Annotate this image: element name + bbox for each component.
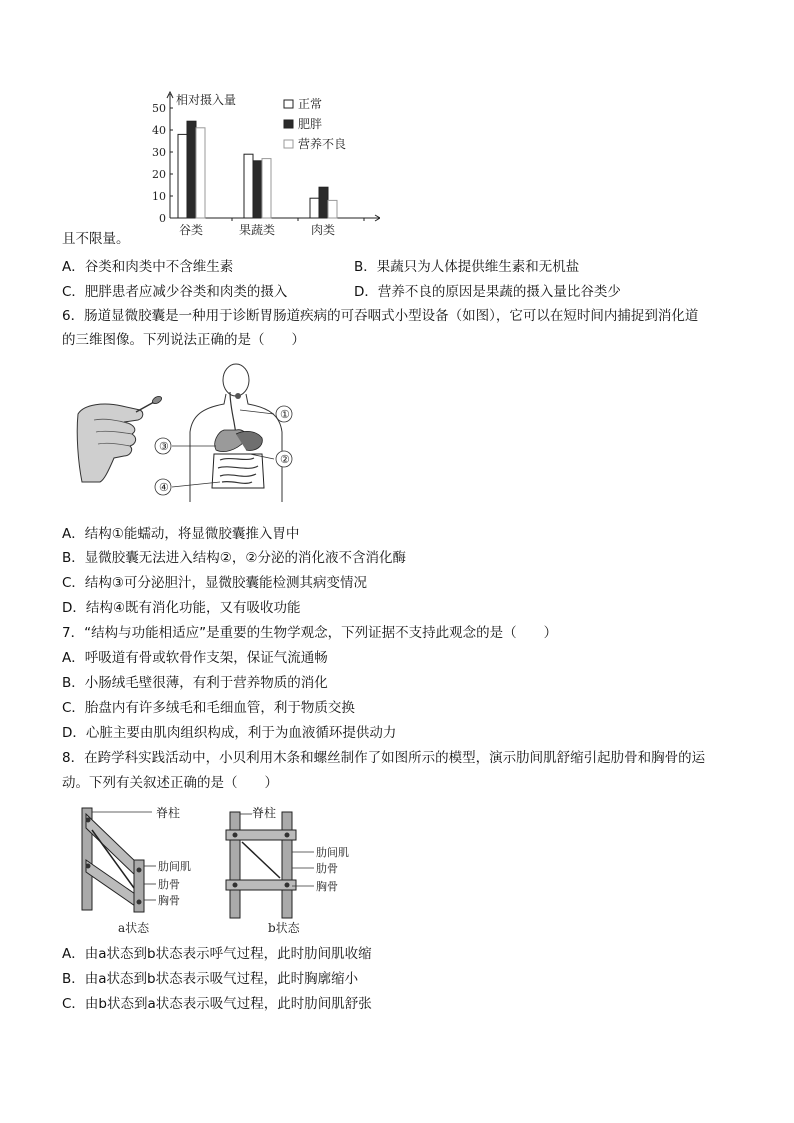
b-muscle-label: 肋间肌 xyxy=(316,846,349,859)
a-sternum-label: 胸骨 xyxy=(158,894,180,907)
bar xyxy=(196,128,205,218)
q8-option-c: C．由b状态到a状态表示吸气过程，此时肋间肌舒张 xyxy=(62,996,372,1012)
rib-model-figure xyxy=(72,800,382,940)
y-tick-label: 0 xyxy=(159,212,166,225)
y-tick-label: 20 xyxy=(152,168,166,181)
y-tick-label: 50 xyxy=(152,102,166,115)
q6-option-b: B．显微胶囊无法进入结构②，②分泌的消化液不含消化酶 xyxy=(62,550,406,566)
q6-stem-line2: 的三维图像。下列说法正确的是（ ） xyxy=(62,332,305,348)
q6-option-c: C．结构③可分泌胆汁，显微胶囊能检测其病变情况 xyxy=(62,575,368,591)
b-caption: b状态 xyxy=(268,921,300,935)
legend-label: 肥胖 xyxy=(298,117,323,131)
a-muscle-label: 肋间肌 xyxy=(158,860,191,873)
a-caption: a状态 xyxy=(118,921,150,935)
x-category-label: 肉类 xyxy=(310,223,336,237)
q8-option-a: A．由a状态到b状态表示呼气过程，此时肋间肌收缩 xyxy=(62,946,372,962)
structure-label-2 xyxy=(276,451,292,467)
svg-text:④: ④ xyxy=(159,481,169,494)
q5-option-a: A．谷类和肉类中不含维生素 xyxy=(62,259,234,275)
q6-option-a: A．结构①能蠕动，将显微胶囊推入胃中 xyxy=(62,526,300,542)
q7-option-d: D．心脏主要由肌肉组织构成，利于为血液循环提供动力 xyxy=(62,725,397,741)
bar xyxy=(178,134,187,218)
q7-option-b: B．小肠绒毛壁很薄，有利于营养物质的消化 xyxy=(62,675,328,691)
hand-with-capsule-image xyxy=(77,395,163,482)
bar xyxy=(319,187,328,218)
structure-label-3 xyxy=(155,438,171,454)
q8-stem-line1: 8．在跨学科实践活动中，小贝利用木条和螺丝制作了如图所示的模型，演示肋间肌舒缩引起肋骨和胸骨的运 xyxy=(62,750,706,766)
svg-text:①: ① xyxy=(280,408,290,421)
q5-option-c: C．肥胖患者应减少谷类和肉类的摄入 xyxy=(62,284,288,300)
b-rib-label: 肋骨 xyxy=(316,862,338,875)
svg-text:③: ③ xyxy=(159,440,169,453)
digestive-system-diagram xyxy=(172,364,282,502)
structure-label-4 xyxy=(155,479,171,495)
intake-bar-chart xyxy=(140,88,380,240)
q5-option-b: B．果蔬只为人体提供维生素和无机盐 xyxy=(354,259,580,275)
bar xyxy=(310,198,319,218)
y-axis-title: 相对摄入量 xyxy=(176,93,237,107)
q6-stem-line1: 6．肠道显微胶囊是一种用于诊断胃肠道疾病的可吞咽式小型设备（如图），它可以在短时间内捕捉到消化道 xyxy=(62,308,699,324)
model-state-a xyxy=(82,805,191,935)
b-sternum-label: 胸骨 xyxy=(316,880,338,893)
legend-swatch xyxy=(284,120,293,128)
q8-stem-line2: 动。下列有关叙述正确的是（ ） xyxy=(62,775,278,791)
bar xyxy=(187,121,196,218)
q5-option-d: D．营养不良的原因是果蔬的摄入量比谷类少 xyxy=(354,284,621,300)
y-tick-label: 30 xyxy=(152,146,166,159)
structure-label-1 xyxy=(276,406,292,422)
capsule-digestive-figure xyxy=(74,362,314,512)
svg-text:②: ② xyxy=(280,453,290,466)
model-state-b xyxy=(226,805,349,935)
a-spine-label: 脊柱 xyxy=(156,806,181,820)
b-spine-label: 脊柱 xyxy=(252,806,277,820)
q8-option-b: B．由a状态到b状态表示吸气过程，此时胸廓缩小 xyxy=(62,971,359,987)
y-tick-label: 10 xyxy=(152,190,166,203)
bar xyxy=(253,161,262,218)
legend-label: 正常 xyxy=(298,97,323,111)
legend-swatch xyxy=(284,140,293,148)
a-rib-label: 肋骨 xyxy=(158,878,180,891)
bar xyxy=(244,154,253,218)
legend-label: 营养不良 xyxy=(298,137,347,151)
q7-option-a: A．呼吸道有骨或软骨作支架，保证气流通畅 xyxy=(62,650,328,666)
x-category-label: 谷类 xyxy=(178,223,204,237)
x-category-label: 果蔬类 xyxy=(238,223,276,237)
y-tick-label: 40 xyxy=(152,124,166,137)
q5-stem-tail: 且不限量。 xyxy=(62,231,130,247)
legend-swatch xyxy=(284,100,293,108)
bar xyxy=(328,200,337,218)
q7-option-c: C．胎盘内有许多绒毛和毛细血管，利于物质交换 xyxy=(62,700,355,716)
q6-option-d: D．结构④既有消化功能，又有吸收功能 xyxy=(62,600,301,616)
bar xyxy=(262,159,271,218)
q7-stem: 7．“结构与功能相适应”是重要的生物学观念，下列证据不支持此观念的是（ ） xyxy=(62,625,558,641)
